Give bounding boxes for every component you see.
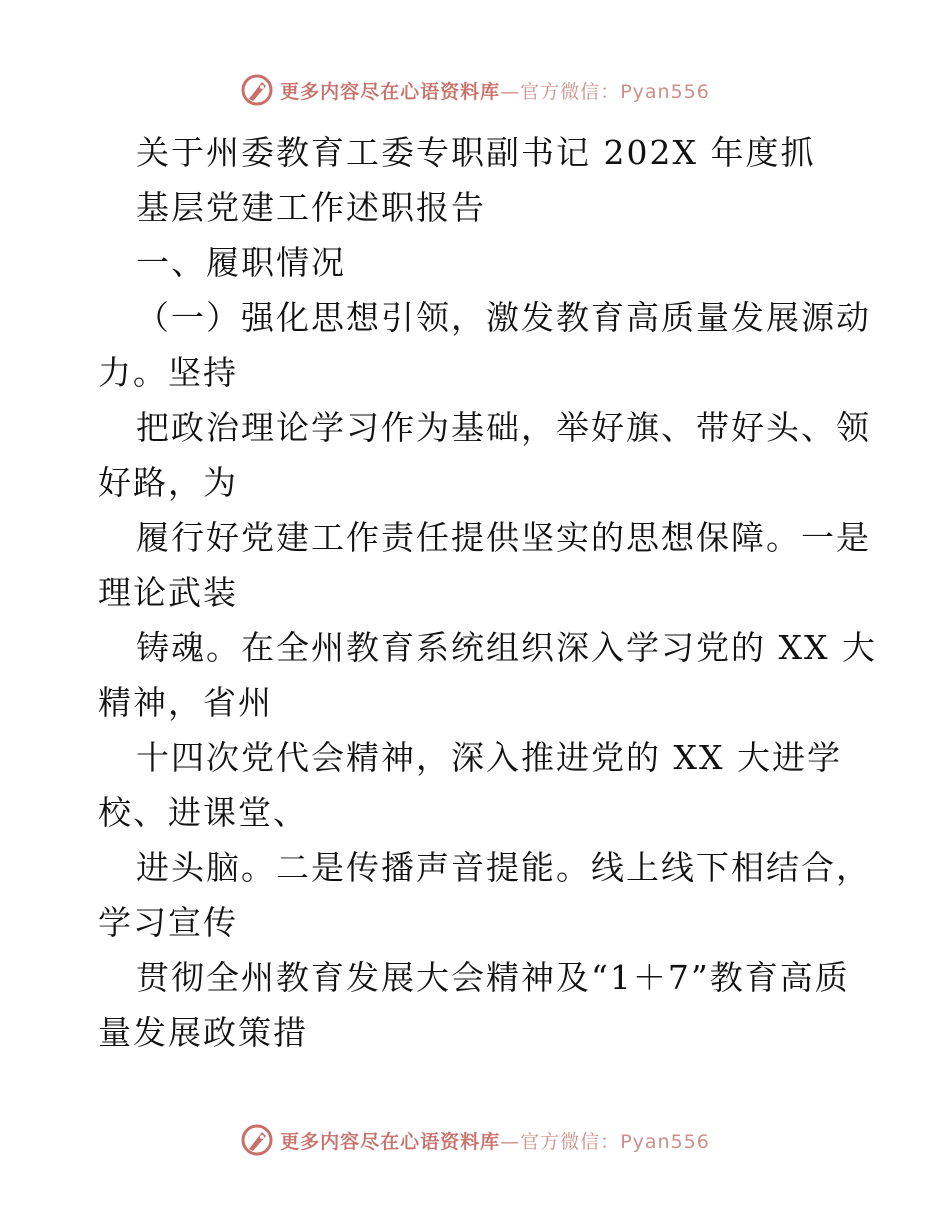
header-banner-dash: — (500, 80, 521, 103)
paragraph-line: 把政治理论学习作为基础，举好旗、带好头、领 (136, 408, 871, 447)
paragraph-line: 进头脑。二是传播声音提能。线上线下相结合， (136, 848, 871, 887)
paragraph-line: 贯彻全州教育发展大会精神及“1＋7”教育高质 (136, 958, 850, 997)
paragraph-line: 学习宣传 (98, 903, 238, 942)
paragraph-line: 十四次党代会精神，深入推进党的 XX 大进学 (136, 738, 842, 777)
header-banner-contact-id: Pyan556 (620, 80, 710, 103)
pen-nib-logo-icon (240, 1123, 274, 1157)
doc-title-line-2: 基层党建工作述职报告 (136, 188, 486, 227)
paragraph-line: 好路，为 (98, 463, 238, 502)
footer-banner-text (280, 1127, 710, 1154)
document-body (98, 125, 877, 1060)
footer-banner-contact-id: Pyan556 (620, 1130, 710, 1153)
footer-banner (0, 1120, 950, 1160)
header-banner-text (280, 77, 710, 104)
header-banner-contact-label: 官方微信： (520, 80, 621, 103)
footer-banner-contact-label: 官方微信： (520, 1130, 621, 1153)
pen-nib-logo-icon (240, 73, 274, 107)
doc-title-line-1: 关于州委教育工委专职副书记 202X 年度抓 (136, 133, 816, 172)
section-heading: 一、履职情况 (136, 243, 346, 282)
paragraph-line: 铸魂。在全州教育系统组织深入学习党的 XX 大 (136, 628, 877, 667)
footer-banner-dash: — (500, 1130, 521, 1153)
header-banner (0, 70, 950, 110)
paragraph-line: （一）强化思想引领，激发教育高质量发展源动 (136, 298, 871, 337)
paragraph-line: 量发展政策措 (98, 1013, 308, 1052)
paragraph-line: 校、进课堂、 (98, 793, 308, 832)
header-banner-title: 更多内容尽在心语资料库 (280, 80, 501, 103)
paragraph-line: 精神，省州 (98, 683, 273, 722)
paragraph-line: 理论武装 (98, 573, 238, 612)
paragraph-line: 力。坚持 (98, 353, 238, 392)
footer-banner-title: 更多内容尽在心语资料库 (280, 1130, 501, 1153)
paragraph-line: 履行好党建工作责任提供坚实的思想保障。一是 (136, 518, 871, 557)
